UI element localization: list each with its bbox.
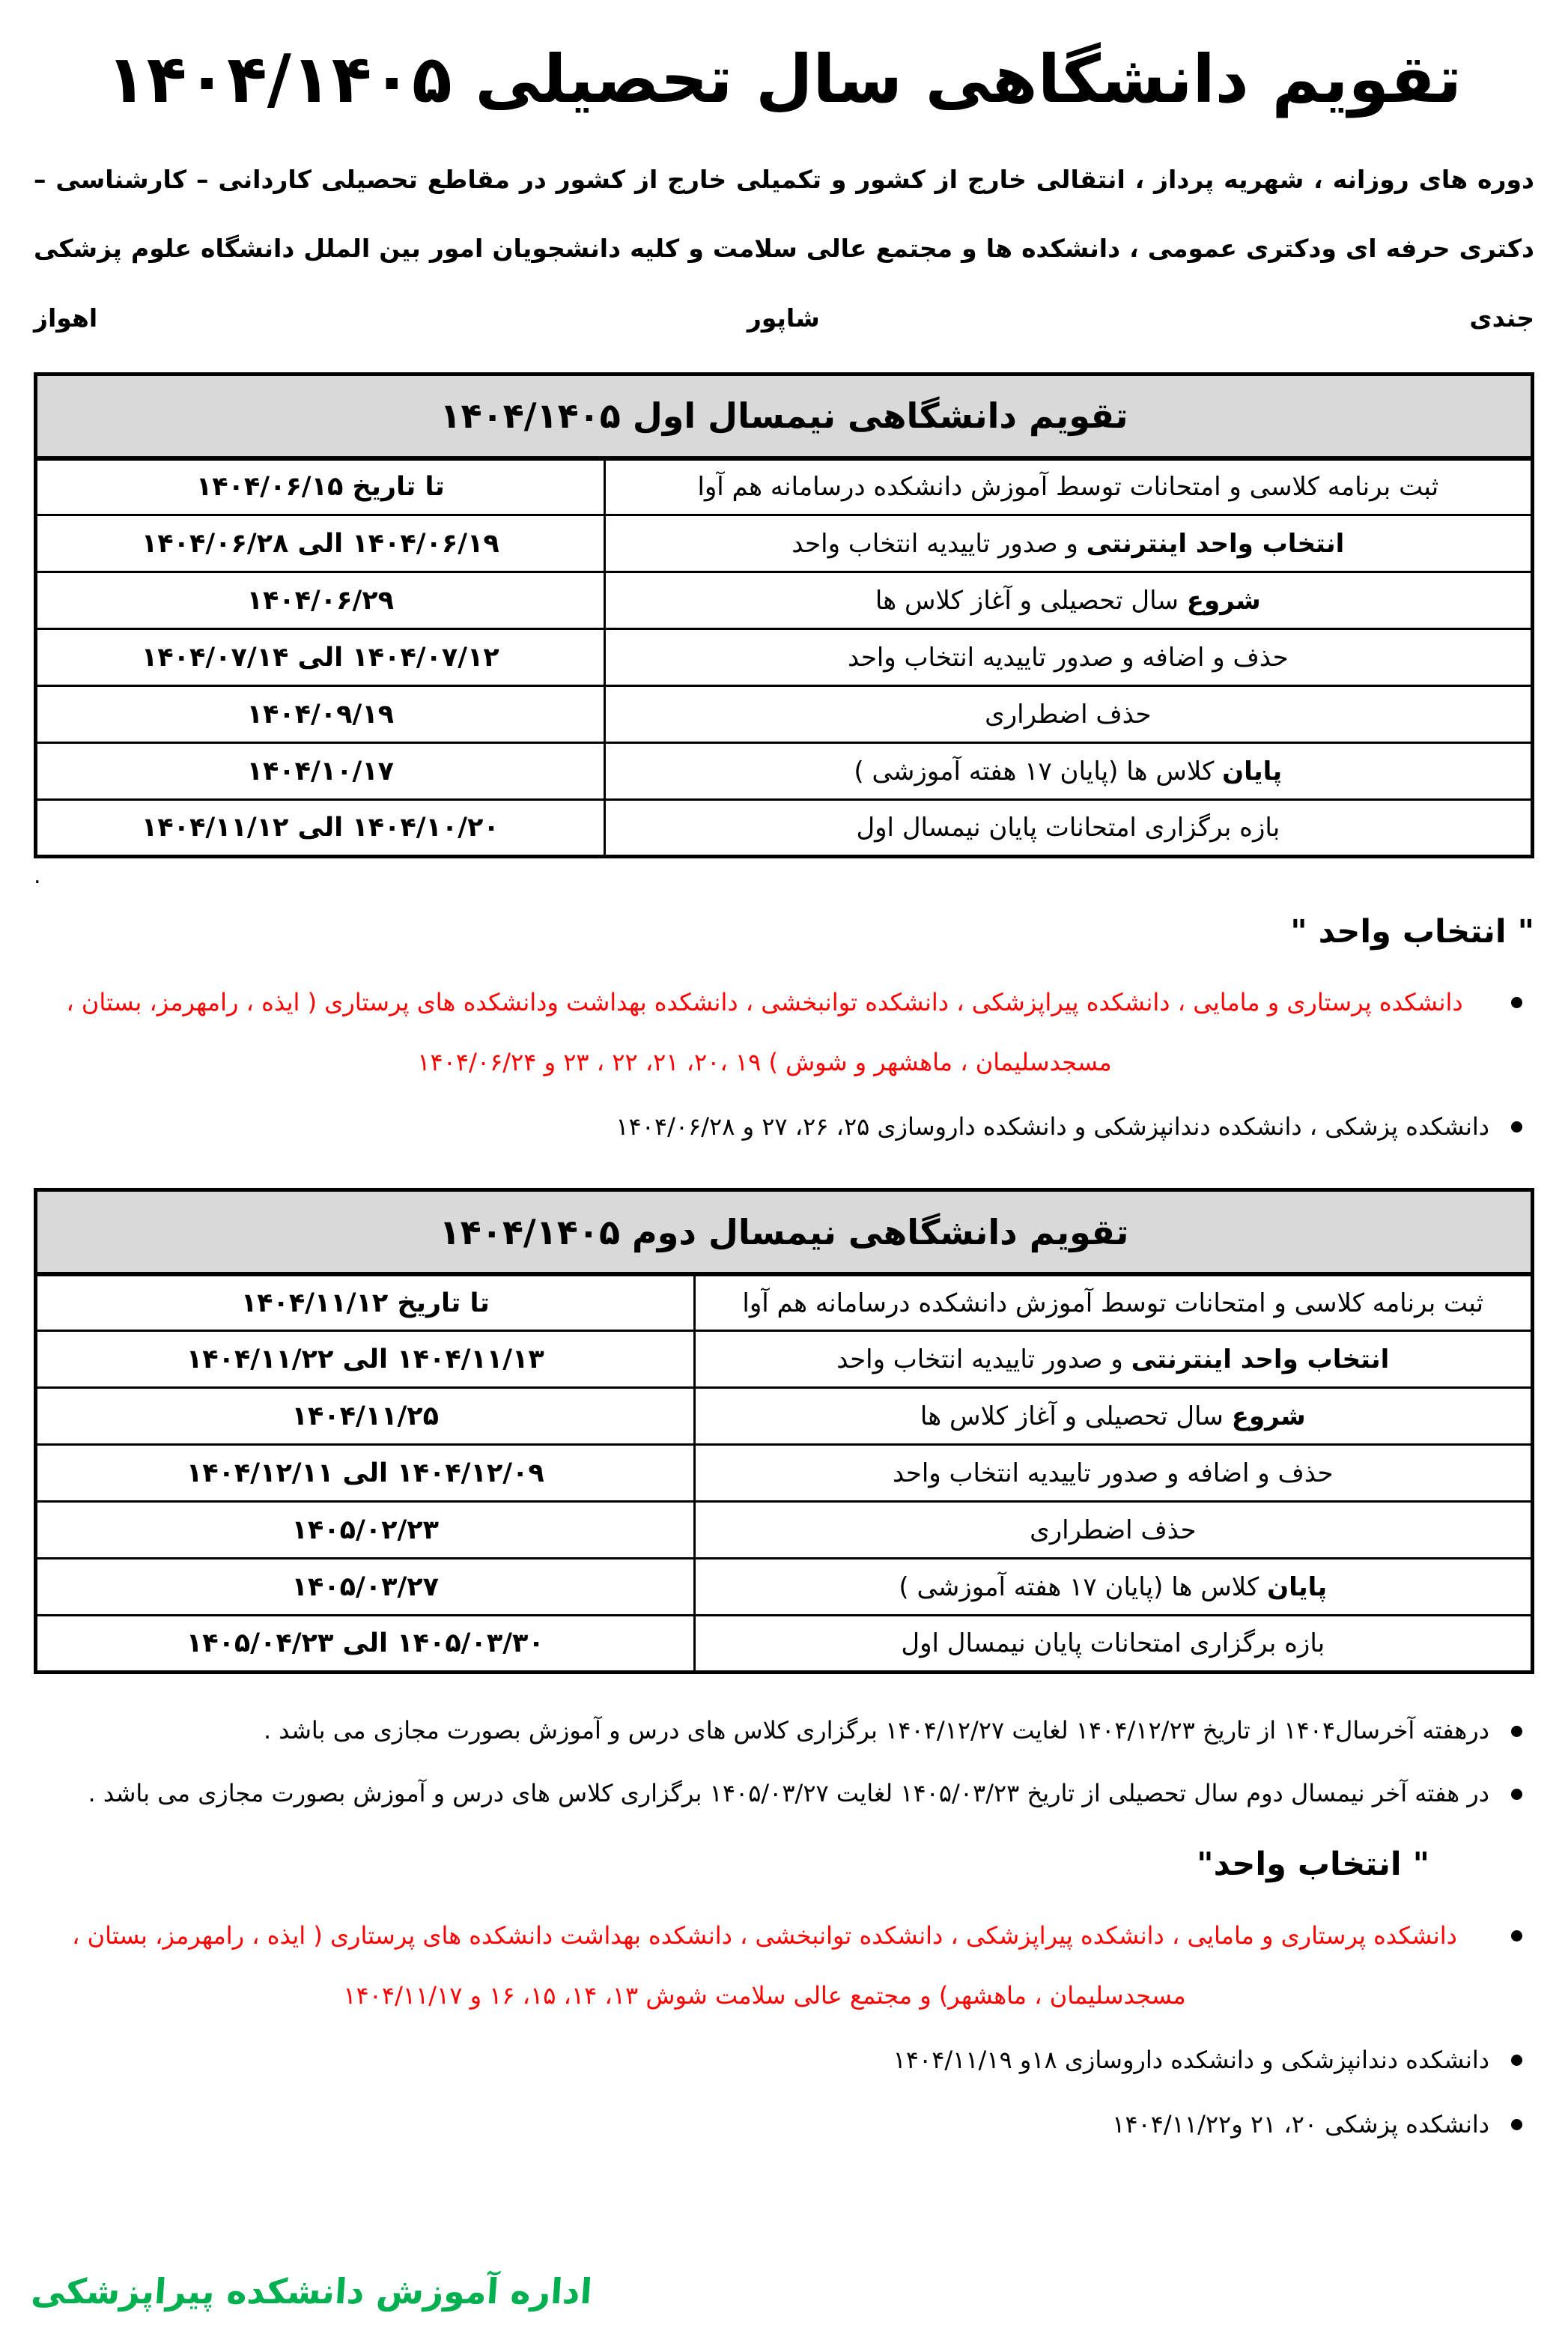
event-label: حذف اضطراری [1030, 1515, 1197, 1545]
event-label: سال تحصیلی و آغاز کلاس ها [920, 1401, 1232, 1431]
table-row [36, 1388, 1533, 1445]
bullet-text: دانشکده پزشکی ، دانشکده دندانپزشکی و دانشکده داروسازی ۲۵، ۲۶، ۲۷ و ۱۴۰۴/۰۶/۲۸ [616, 1112, 1489, 1142]
notes-list [34, 1701, 1534, 1822]
event-label-cell [694, 1274, 1532, 1331]
event-label-bold: شروع [1186, 585, 1261, 616]
event-label-cell [604, 686, 1532, 743]
section2-bullet-list [34, 1906, 1534, 2154]
event-label-cell [694, 1445, 1532, 1502]
stray-dot: . [34, 863, 41, 890]
event-label: ثبت برنامه کلاسی و امتحانات توسط آموزش دانشکده درسامانه هم آوا [742, 1288, 1484, 1318]
event-label: کلاس ها (پایان ۱۷ هفته آموزشی ) [854, 756, 1223, 786]
list-item [40, 1701, 1528, 1759]
note-text: در هفته آخر نیمسال دوم سال تحصیلی از تاریخ ۱۴۰۵/۰۳/۲۳ لغایت ۱۴۰۵/۰۳/۲۷ برگزاری کلاس های درس و آموزش بصورت مجازی می باشد . [88, 1779, 1489, 1808]
semester1-table [34, 372, 1534, 858]
bullet-text: دانشکده دندانپزشکی و دانشکده داروسازی ۱۸و ۱۴۰۴/۱۱/۱۹ [893, 2045, 1489, 2074]
section2-heading: " انتخاب واحد" [1197, 1846, 1429, 1884]
list-item [40, 972, 1528, 1092]
event-date-cell: ۱۴۰۴/۱۰/۱۷ [36, 743, 605, 800]
event-label-cell [604, 800, 1532, 857]
event-date-cell: ۱۴۰۴/۱۲/۰۹ الی ۱۴۰۴/۱۲/۱۱ [36, 1445, 695, 1502]
event-label: بازه برگزاری امتحانات پایان نیمسال اول [856, 813, 1280, 843]
list-item [40, 1764, 1528, 1822]
bullet-text: دانشکده پرستاری و مامایی ، دانشکده پیراپزشکی ، دانشکده توانبخشی ، دانشکده بهداشت دانشکده های پرستاری ( ایذه ، رامهرمز، بستان ، مسجدسلیمان ، ماهشهر) و مجتمع عالی سلامت شوش ۱۳، ۱۴، ۱۵، ۱۶ و ۱۴۰۴/۱۱/۱۷ [72, 1921, 1457, 2010]
event-date-cell: ۱۴۰۴/۱۰/۲۰ الی ۱۴۰۴/۱۱/۱۲ [36, 800, 605, 857]
table-row [36, 1616, 1533, 1673]
table-header-row [36, 375, 1533, 458]
table-row [36, 515, 1533, 572]
event-label-cell [694, 1388, 1532, 1445]
event-label: بازه برگزاری امتحانات پایان نیمسال اول [901, 1628, 1325, 1659]
event-date-cell: ۱۴۰۴/۰۹/۱۹ [36, 686, 605, 743]
event-label-cell [694, 1331, 1532, 1388]
event-date-cell: ۱۴۰۴/۰۷/۱۲ الی ۱۴۰۴/۰۷/۱۴ [36, 629, 605, 686]
list-item [40, 1097, 1528, 1157]
list-item [40, 1906, 1528, 2025]
event-label-cell [604, 572, 1532, 629]
semester2-table [34, 1188, 1534, 1674]
bullet-icon [1511, 2055, 1522, 2066]
event-date-cell: ۱۴۰۴/۱۱/۲۵ [36, 1388, 695, 1445]
event-date-cell: ۱۴۰۵/۰۲/۲۳ [36, 1502, 695, 1559]
event-label-cell [604, 629, 1532, 686]
event-label: ثبت برنامه کلاسی و امتحانات توسط آموزش دانشکده درسامانه هم آوا [697, 472, 1439, 503]
event-label: حذف و اضافه و صدور تاییدیه انتخاب واحد [848, 642, 1289, 673]
table-row [36, 1445, 1533, 1502]
table-row [36, 1559, 1533, 1616]
section1-heading: " انتخاب واحد " [1290, 913, 1534, 951]
event-label: و صدور تاییدیه انتخاب واحد [836, 1344, 1131, 1374]
bullet-icon [1511, 1930, 1522, 1941]
event-label-cell [604, 515, 1532, 572]
intro-paragraph: دوره های روزانه ، شهریه پرداز ، انتقالی خارج از کشور و تکمیلی خارج از کشور در مقاطع تحصیلی کاردانی – کارشناسی –دکتری حرفه ای ودکتری عمومی ، دانشکده ها و مجتمع عالی سلامت و کلیه دانشجویان امور بین الملل دانشگاه علوم پزشکی جندی شاپور اهواز [34, 165, 1534, 333]
event-date-cell: تا تاریخ ۱۴۰۴/۰۶/۱۵ [36, 458, 605, 515]
table-row [36, 572, 1533, 629]
document-page [0, 30, 1568, 2154]
event-date-cell: ۱۴۰۴/۱۱/۱۳ الی ۱۴۰۴/۱۱/۲۲ [36, 1331, 695, 1388]
event-label-cell [694, 1616, 1532, 1673]
table-row [36, 458, 1533, 515]
event-label-bold: پایان [1267, 1571, 1328, 1602]
event-label-bold: انتخاب واحد اینترنتی [1131, 1344, 1390, 1374]
event-label-bold: انتخاب واحد اینترنتی [1086, 528, 1345, 559]
bullet-icon [1511, 1789, 1522, 1800]
table-row [36, 800, 1533, 857]
event-label-cell [694, 1559, 1532, 1616]
table-row [36, 1331, 1533, 1388]
bullet-icon [1511, 2119, 1522, 2130]
event-date-cell: ۱۴۰۵/۰۳/۳۰ الی ۱۴۰۵/۰۴/۲۳ [36, 1616, 695, 1673]
event-label-cell [604, 743, 1532, 800]
semester1-table-title: تقویم دانشگاهی نیمسال اول ۱۴۰۴/۱۴۰۵ [36, 375, 1533, 458]
event-date-cell: ۱۴۰۴/۰۶/۱۹ الی ۱۴۰۴/۰۶/۲۸ [36, 515, 605, 572]
bullet-icon [1511, 997, 1522, 1008]
event-label-cell [694, 1502, 1532, 1559]
event-label-cell [604, 458, 1532, 515]
event-label: سال تحصیلی و آغاز کلاس ها [875, 585, 1187, 616]
table-row [36, 629, 1533, 686]
page-title: تقویم دانشگاهی سال تحصیلی ۱۴۰۴/۱۴۰۵ [106, 40, 1462, 118]
table-row [36, 743, 1533, 800]
bullet-text: دانشکده پزشکی ۲۰، ۲۱ و۱۴۰۴/۱۱/۲۲ [1112, 2109, 1489, 2138]
bullet-icon [1511, 1121, 1522, 1133]
table-row [36, 1274, 1533, 1331]
bullet-text: دانشکده پرستاری و مامایی ، دانشکده پیراپزشکی ، دانشکده توانبخشی ، دانشکده بهداشت ودانشکده های پرستاری ( ایذه ، رامهرمز، بستان ، مسجدسلیمان ، ماهشهر و شوش ) ۱۹ ،۲۰، ۲۱، ۲۲ ، ۲۳ و ۱۴۰۴/۰۶/۲۴ [66, 988, 1463, 1077]
event-label: حذف اضطراری [985, 699, 1152, 730]
table-header-row [36, 1190, 1533, 1274]
list-item [40, 2094, 1528, 2154]
table-row [36, 686, 1533, 743]
list-item [40, 2030, 1528, 2090]
department-signature: اداره آموزش دانشکده پیراپزشکی [30, 2271, 594, 2312]
bullet-icon [1511, 1726, 1522, 1737]
event-label-bold: پایان [1222, 756, 1283, 786]
event-date-cell: تا تاریخ ۱۴۰۴/۱۱/۱۲ [36, 1274, 695, 1331]
table-row [36, 1502, 1533, 1559]
event-date-cell: ۱۴۰۵/۰۳/۲۷ [36, 1559, 695, 1616]
event-label-bold: شروع [1231, 1401, 1306, 1431]
section1-bullet-list [34, 972, 1534, 1157]
event-label: و صدور تاییدیه انتخاب واحد [791, 528, 1087, 559]
semester2-table-title: تقویم دانشگاهی نیمسال دوم ۱۴۰۴/۱۴۰۵ [36, 1190, 1533, 1274]
note-text: درهفته آخرسال۱۴۰۴ از تاریخ ۱۴۰۴/۱۲/۲۳ لغایت ۱۴۰۴/۱۲/۲۷ برگزاری کلاس های درس و آموزش بصورت مجازی می باشد . [263, 1716, 1489, 1745]
event-date-cell: ۱۴۰۴/۰۶/۲۹ [36, 572, 605, 629]
event-label: حذف و اضافه و صدور تاییدیه انتخاب واحد [892, 1458, 1334, 1488]
event-label: کلاس ها (پایان ۱۷ هفته آموزشی ) [899, 1571, 1268, 1602]
